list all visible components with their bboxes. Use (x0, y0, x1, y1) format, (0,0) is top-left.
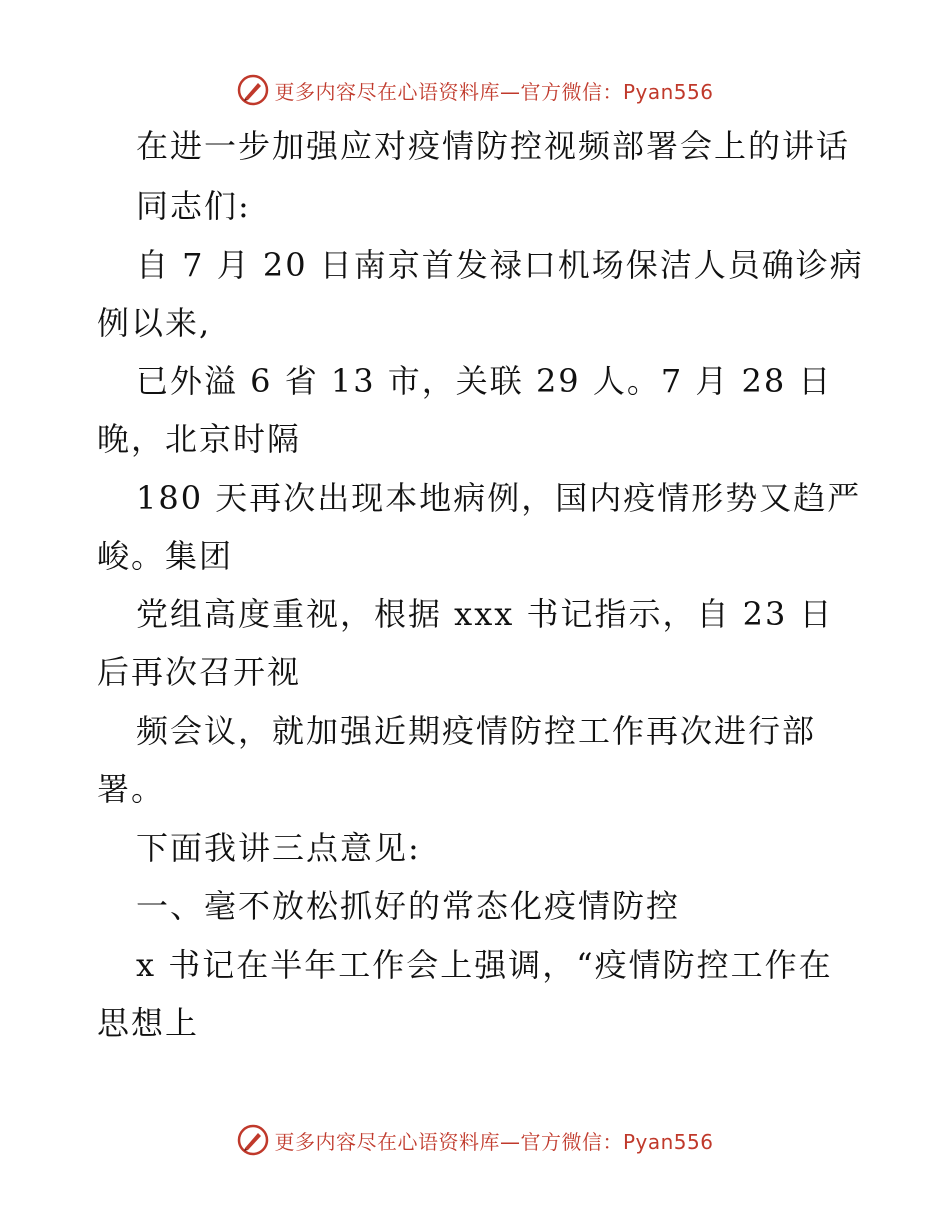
salutation: 同志们: (136, 187, 251, 225)
text-line: 已外溢 6 省 13 市，关联 29 人。7 月 28 日 (136, 362, 833, 400)
document-title: 在进一步加强应对疫情防控视频部署会上的讲话 (136, 127, 851, 165)
footer-banner-text: 更多内容尽在心语资料库—官方微信：Pyan556 (274, 1129, 714, 1154)
text-line: 署。 (97, 770, 166, 808)
text-line: 思想上 (97, 1004, 200, 1042)
footer-banner (0, 1120, 950, 1160)
pen-logo-icon (236, 1123, 270, 1157)
text-line: 下面我讲三点意见: (136, 829, 421, 867)
text-line: x 书记在半年工作会上强调，“疫情防控工作在 (136, 946, 833, 984)
section-heading: 一、毫不放松抓好的常态化疫情防控 (136, 887, 681, 925)
text-line: 例以来, (97, 304, 212, 342)
text-line: 频会议，就加强近期疫情防控工作再次进行部 (136, 712, 817, 750)
text-line: 晚，北京时隔 (97, 420, 302, 458)
text-line: 后再次召开视 (97, 653, 302, 691)
header-banner-text: 更多内容尽在心语资料库—官方微信：Pyan556 (274, 79, 714, 104)
text-line: 180 天再次出现本地病例，国内疫情形势又趋严 (136, 479, 862, 517)
pen-logo-icon (236, 73, 270, 107)
text-line: 自 7 月 20 日南京首发禄口机场保洁人员确诊病 (136, 246, 864, 284)
header-banner (0, 70, 950, 110)
text-line: 峻。集团 (97, 537, 234, 575)
text-line: 党组高度重视，根据 xxx 书记指示，自 23 日 (136, 595, 834, 633)
